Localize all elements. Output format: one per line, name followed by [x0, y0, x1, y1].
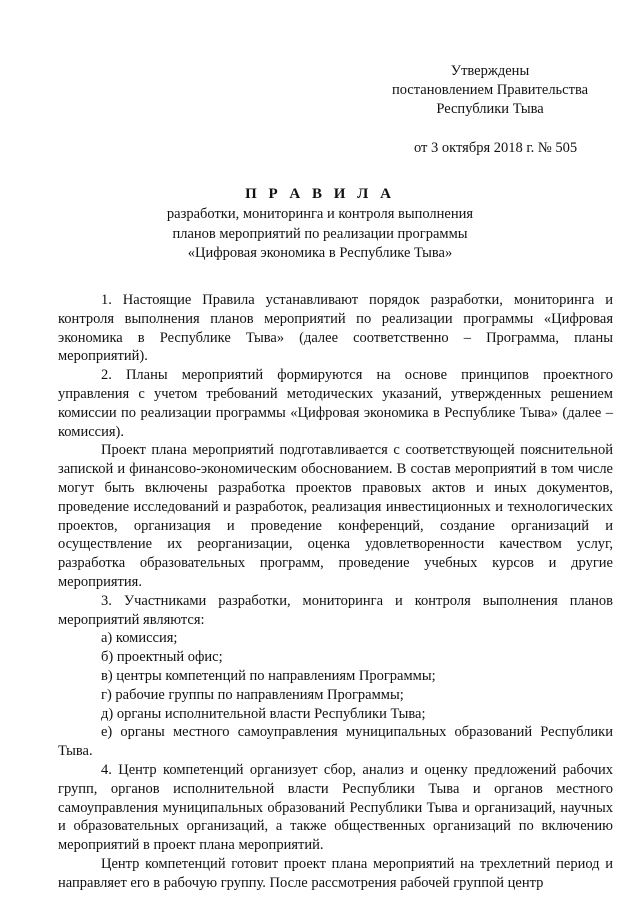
subtitle-line-1: разработки, мониторинга и контроля выполнения: [166, 206, 474, 222]
subtitle-line-3: «Цифровая экономика в Республике Тыва»: [187, 245, 453, 261]
approval-line-approved: Утверждены: [450, 63, 530, 79]
paragraph-4: 4. Центр компетенций организует сбор, анализ и оценку предложений рабочих групп, органов исполнительной власти Республики Тыва и органов местного самоуправления муниципальных образований Республики Тыва и организаций, научных и образовательных организаций, а также общественных организаций по включению мероприятий в проект плана мероприятий.: [58, 761, 613, 854]
list-item-working-groups: г) рабочие группы по направлениям Программы;: [101, 686, 404, 703]
list-item-competence-centers: в) центры компетенций по направлениям Программы;: [101, 667, 436, 684]
approval-block: [380, 62, 600, 119]
list-item-commission: а) комиссия;: [101, 630, 178, 647]
paragraph-4-center: Центр компетенций готовит проект плана мероприятий на трехлетний период и направляет его в рабочую группу. После рассмотрения рабочей группой центр: [58, 855, 613, 891]
subtitle-line-2: планов мероприятий по реализации программы: [172, 225, 468, 242]
document-subtitle: [0, 205, 640, 264]
paragraph-1: 1. Настоящие Правила устанавливают порядок разработки, мониторинга и контроля выполнения планов мероприятий по реализации программы «Цифровая экономика в Республике Тыва» (далее соответственно – Программа, планы мероприятий).: [58, 292, 613, 365]
paragraph-3: 3. Участниками разработки, мониторинга и контроля выполнения планов мероприятий являются:: [58, 592, 613, 628]
approval-date: от 3 октября 2018 г. № 505: [414, 140, 578, 156]
paragraph-2-project: Проект плана мероприятий подготавливается с соответствующей пояснительной запиской и финансово-экономическим обоснованием. В состав мероприятий в том числе могут быть включены разработка проектов правовых актов и иных документов, проведение исследований и разработок, реализация инвестиционных и технологических проектов, организация и проведение конференций, создание организаций и осуществление их реорганизации, оценка удовлетворенности качеством услуг, разработка образовательных программ, проведение учебных курсов и другие мероприятия.: [58, 442, 613, 590]
list-item-project-office: б) проектный офис;: [101, 649, 223, 666]
list-item-executive-bodies: д) органы исполнительной власти Республики Тыва;: [101, 705, 426, 722]
document-body: [58, 291, 613, 893]
approval-line-resolution: постановлением Правительства: [391, 82, 589, 98]
list-item-local-government: е) органы местного самоуправления муниципальных образований Республики Тыва.: [58, 724, 613, 760]
approval-line-republic: Республики Тыва: [436, 101, 544, 117]
document-title: П Р А В И Л А: [245, 186, 395, 202]
paragraph-2: 2. Планы мероприятий формируются на основе принципов проектного управления с учетом требований методических указаний, утвержденных решением комиссии по реализации программы «Цифровая экономика в Республике Тыва» (далее – комиссия).: [58, 367, 613, 440]
